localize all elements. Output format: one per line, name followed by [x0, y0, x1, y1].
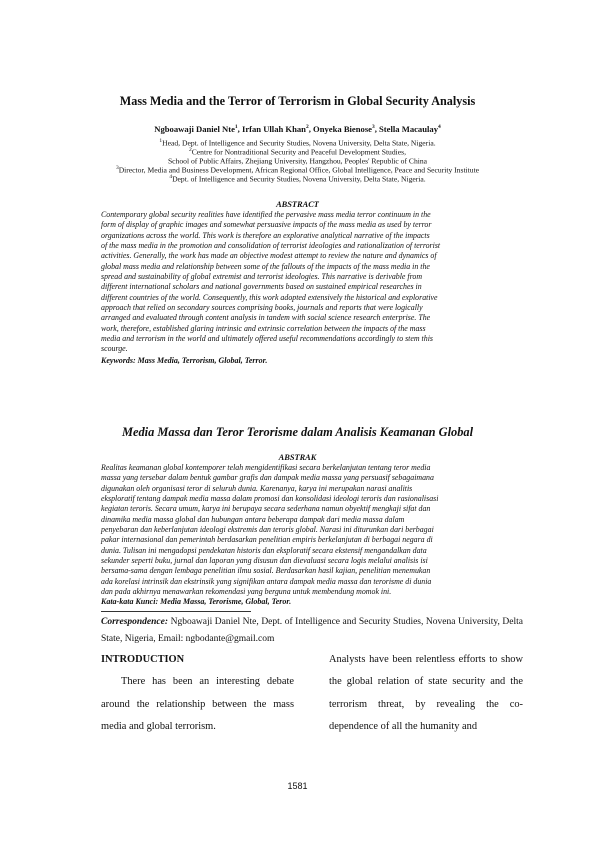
abstrak-body — [101, 463, 523, 597]
intro-paragraph: There has been an interesting debate around the relationship between the mass media and global terrorism. — [101, 676, 294, 733]
abstrak-line: penyebaran dan keberlanjutan ideologi ekstremis dan teroris global. Narasi ini diturunkan dari berbagai — [101, 525, 434, 535]
correspondence-label: Correspondence: — [101, 617, 169, 627]
abstract-line: global mass media and relationship between some of the fallouts of the impacts of the mass media in the — [101, 261, 430, 271]
affiliation-text: School of Public Affairs, Zhejiang University, Hangzhou, Peoples' Republic of China — [167, 156, 428, 166]
abstrak-heading: ABSTRAK — [278, 453, 317, 462]
intro-right-column — [329, 649, 523, 739]
affiliation-text: Centre for Nontraditional Security and Peaceful Development Studies, — [191, 147, 406, 157]
abstrak-line: kegiatan teroris. Secara umum, karya ini berupaya secara sederhana namun obyektif mengkaji sifat dan — [101, 504, 431, 514]
abstrak-line: digunakan oleh organisasi teror di seluruh dunia. Karenanya, karya ini merupakan narasi analitis — [101, 483, 413, 493]
kata-kunci: Kata-kata Kunci: Media Massa, Terorisme, Global, Teror. — [101, 597, 292, 606]
author-sup: 4 — [438, 124, 441, 131]
affiliation-text: Head, Dept. of Intelligence and Security Studies, Novena University, Delta State, Nigeria. — [162, 138, 436, 148]
abstrak-line: massa yang tersebar dalam bentuk gambar grafis dan dampak media massa yang persuasif sebagaimana — [101, 473, 434, 483]
paper-title: Mass Media and the Terror of Terrorism in Global Security Analysis — [119, 94, 476, 108]
author-name: Stella Macaulay — [379, 124, 438, 134]
affiliation-sup: 4 — [169, 174, 173, 180]
author-sup: 1 — [234, 124, 238, 131]
abstract-line: approach that relied on secondary sources comprising books, journals and reports that were logically — [101, 303, 423, 313]
abstrak-line: dinamika media massa global dan hubungan antara beberapa dampak dari media massa dalam — [101, 514, 405, 524]
abstract-line: media and terrorism in the world and ultimately offered useful recommendations accordingly to stem this — [101, 334, 433, 344]
abstrak-line: dunia. Tulisan ini mengadopsi pendekatan historis dan eksploratif secara ekstensif mengandalkan data — [101, 545, 427, 555]
affiliation — [0, 173, 595, 184]
abstrak-line: bersama-sama dengan lembaga penelitian ilmu sosial. Berdasarkan hasil kajian, penelitian menemukan — [101, 566, 431, 576]
correspondence-note — [101, 614, 523, 648]
affiliation-sup: 2 — [188, 147, 192, 153]
abstrak-line: Realitas keamanan global kontemporer telah mengidentifikasi secara berkelanjutan tentang teror media — [101, 463, 431, 472]
abstract-line: scourge. — [101, 344, 128, 354]
abstrak-line: eksploratif tentang dampak media massa dalam promosi dan konsolidasi ideologi teroris dan rasionalisasi — [101, 494, 439, 504]
affiliation-sup: 3 — [115, 165, 119, 171]
author-name: Irfan Ullah Khan — [241, 124, 306, 134]
abstract-line: form of display of graphic images and somewhat persuasive impacts of the mass media as used by terror — [101, 220, 432, 230]
correspondence-text: Ngboawaji Daniel Nte, Dept. of Intelligence and Security Studies, Novena University, Delta State, Nigeria, Email: ngbodante@gmail.com — [101, 617, 523, 644]
abstrak-line: dan pada akhirnya menawarkan rekomendasi yang berguna untuk membendung momok ini. — [101, 587, 392, 597]
intro-heading: INTRODUCTION — [101, 654, 185, 665]
abstract-line: organizations across the world. This work is therefore an explorative analytical narrative of the impacts — [101, 230, 430, 240]
abstract-line: work, therefore, established glaring intrinsic and extrinsic correlation between the impacts of the mass — [101, 323, 426, 333]
abstract-line: different countries of the world. Consequently, this work adopted extensively the historical and explorative — [101, 292, 438, 302]
abstract-line: of the mass media in the promotion and consolidation of terrorist ideologies and rationalization of terrorist — [101, 241, 441, 251]
author-sup: 3 — [371, 124, 375, 131]
indonesian-title: Media Massa dan Teror Terorisme dalam Analisis Keamanan Global — [121, 425, 474, 439]
keywords: Keywords: Mass Media, Terrorism, Global, Terror. — [101, 356, 268, 365]
affiliation-sup: 1 — [159, 138, 163, 144]
author-sup: 2 — [305, 124, 309, 131]
author-name: Ngboawaji Daniel Nte — [154, 124, 235, 134]
abstract-line: Contemporary global security realities have identified the pervasive mass media terror continuum in the — [101, 210, 431, 219]
page-number: 1581 — [287, 781, 308, 791]
author-name: Onyeka Bienose — [313, 124, 372, 134]
abstrak-line: sekunder seperti buku, jurnal dan laporan yang disusun dan dievaluasi secara logis melalui analisis isi — [101, 556, 428, 566]
affiliation-text: Director, Media and Business Development, African Regional Office, Global Intelligence, Peace and Security Institute — [118, 165, 480, 175]
abstract-line: spread and sustainability of global extremist and terrorist ideologies. This narrative is derivable from — [101, 272, 423, 282]
footnote-rule — [101, 611, 251, 612]
abstract-body — [101, 210, 523, 355]
abstract-line: activities. Generally, the work has made an objective modest attempt to review the nature and dynamics of — [101, 251, 437, 261]
abstrak-line: ada korelasi intrinsik dan ekstrinsik yang signifikan antara dampak media massa dan terorisme di dunia — [101, 576, 432, 586]
abstract-line: different international scholars and national governments based on sustained empirical researches in — [101, 282, 422, 292]
abstrak-line: pakar internasional dan pemerintah berdasarkan penelitian empiris berkelanjutan di berbagai negara di — [101, 535, 433, 545]
intro-paragraph-continued: Analysts have been relentless efforts to show the global relation of state security and the terrorism threat, by revealing the co-dependence of all the humanity and — [329, 654, 523, 733]
intro-left-column — [101, 649, 294, 739]
affiliation-text: Dept. of Intelligence and Security Studies, Novena University, Delta State, Nigeria. — [172, 174, 426, 184]
abstract-line: arranged and evaluated through content analysis in tandem with social science research enterprise. The — [101, 313, 431, 323]
author-list: Ngboawaji Daniel Nte$^1$, Irfan Ullah Khan$^2$, Onyeka Bienose$^3$, Stella Macaulay$^4$ — [154, 124, 441, 134]
abstract-heading: ABSTRACT — [276, 200, 319, 209]
